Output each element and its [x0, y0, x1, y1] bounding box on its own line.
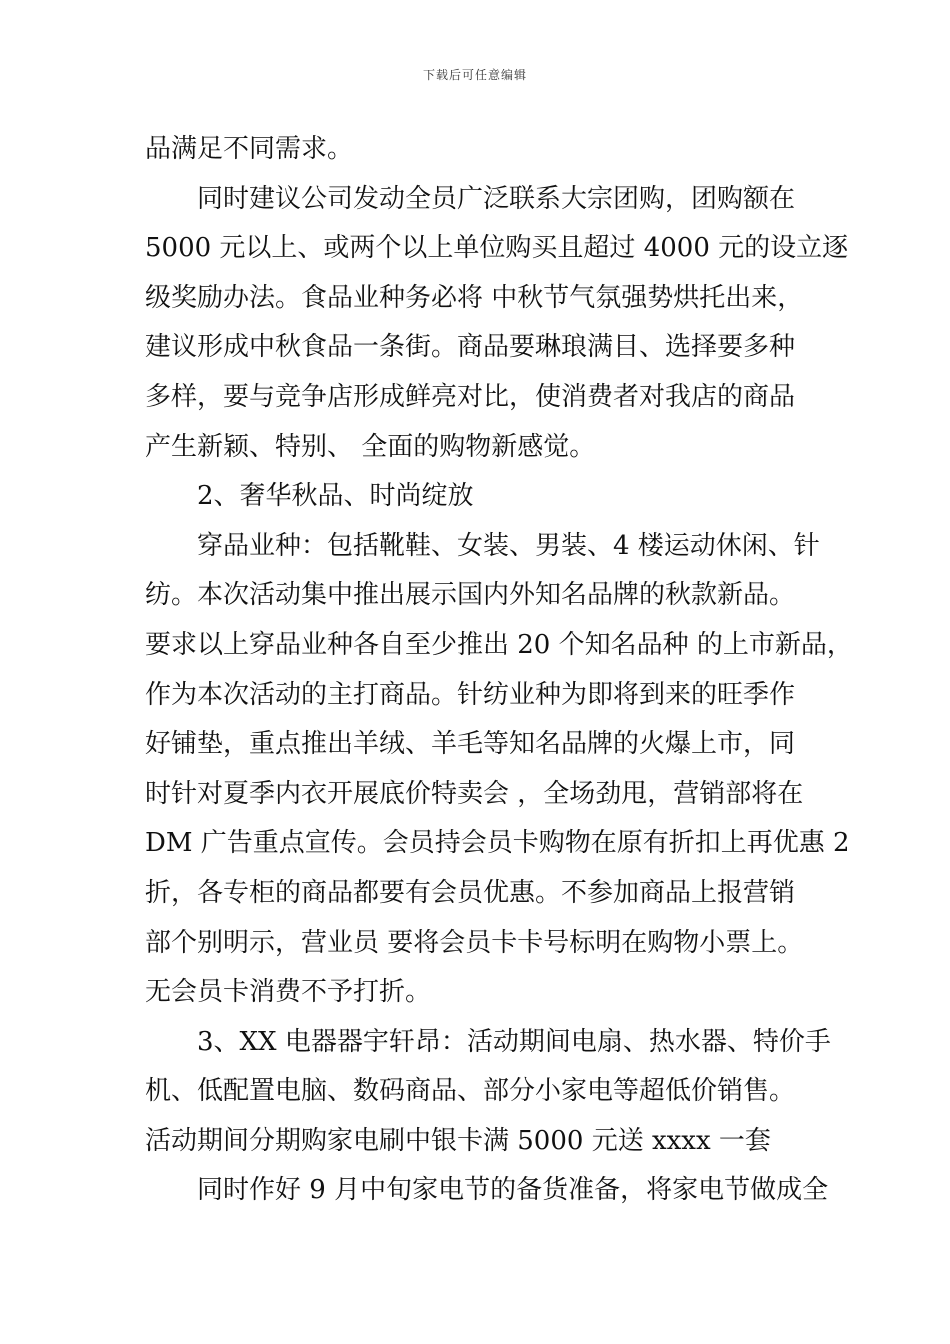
text-line: 品满足不同需求。 — [145, 134, 354, 164]
text-line: 级奖励办法。食品业种务必将 中秋节气氛强势烘托出来， — [145, 282, 804, 313]
text-line: DM 广告重点宣传。会员持会员卡购物在原有折扣上再优惠 2 — [145, 828, 850, 859]
text-line: 时针对夏季内衣开展底价特卖会 ，全场劲甩，营销部将在 — [145, 778, 804, 809]
text-line: 纺。本次活动集中推出展示国内外知名品牌的秋款新品。 — [145, 580, 796, 611]
paragraph — [145, 522, 853, 1018]
paragraph — [145, 1166, 829, 1216]
text-line: 同时作好 9 月中旬家电节的备货准备，将家电节做成全 — [197, 1175, 829, 1206]
text-line: 作为本次活动的主打商品。针纺业种为即将到来的旺季作 — [145, 679, 796, 710]
text-line: 3、XX 电器器宇轩昂：活动期间电扇、热水器、特价手 — [197, 1026, 831, 1057]
text-line: 好铺垫，重点推出羊绒、羊毛等知名品牌的火爆上市，同 — [145, 729, 796, 760]
text-line: 活动期间分期购家电刷中银卡满 5000 元送 xxxx 一套 — [145, 1125, 771, 1156]
text-line: 建议形成中秋食品一条街。商品要琳琅满目、选择要多种 — [145, 332, 796, 363]
text-line: 产生新颖、特别、 全面的购物新感觉。 — [145, 431, 596, 462]
text-line: 折，各专柜的商品都要有会员优惠。不参加商品上报营销 — [145, 877, 796, 908]
text-line: 部个别明示，营业员 要将会员卡卡号标明在购物小票上。 — [145, 927, 804, 958]
paragraph — [145, 125, 815, 175]
text-line: 机、低配置电脑、数码商品、部分小家电等超低价销售。 — [145, 1076, 796, 1107]
paragraph — [145, 1018, 831, 1167]
text-line: 2、奢华秋品、时尚绽放 — [197, 481, 474, 512]
text-line: 同时建议公司发动全员广泛联系大宗团购，团购额在 — [197, 183, 796, 214]
section-heading — [145, 472, 815, 522]
paragraph — [145, 175, 849, 473]
document-body — [145, 125, 853, 1216]
text-line: 要求以上穿品业种各自至少推出 20 个知名品种 的上市新品， — [145, 629, 853, 660]
page-header: 下载后可任意编辑 — [422, 68, 527, 82]
text-line: 穿品业种：包括靴鞋、女装、男装、4 楼运动休闲、针 — [197, 530, 820, 561]
text-line: 多样，要与竞争店形成鲜亮对比，使消费者对我店的商品 — [145, 381, 796, 412]
text-line: 无会员卡消费不予打折。 — [145, 977, 432, 1008]
text-line: 5000 元以上、或两个以上单位购买且超过 4000 元的设立逐 — [145, 233, 849, 264]
